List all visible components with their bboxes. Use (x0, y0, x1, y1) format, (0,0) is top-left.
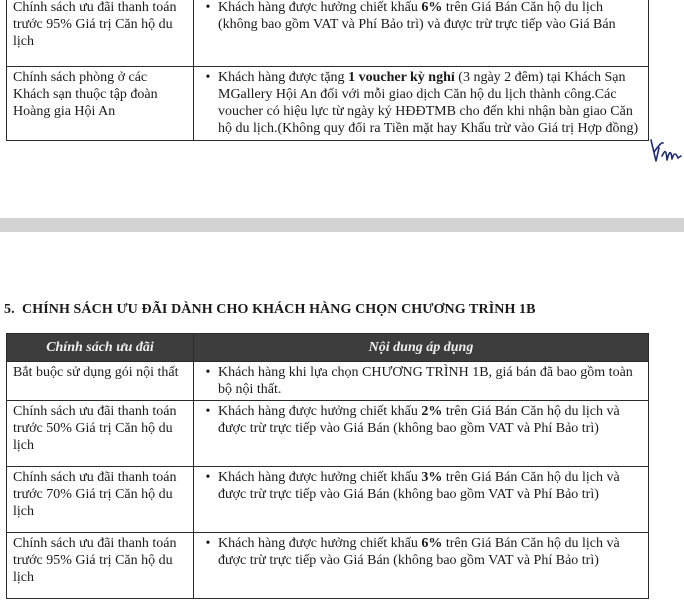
text-segment: (3 ngày 2 đêm) tại Khách Sạn MGallery Hội An đối với mỗi giao dịch Căn hộ du lịch thành công.Các voucher có hiệu lực từ ngày ký HĐĐTMB cho đến khi nhận bàn giao Căn hộ du lịch.(Không quy đổi ra Tiền mặt hay Khấu trừ vào Giá trị Hợp đồng) (218, 70, 639, 136)
bullet-text (218, 403, 642, 437)
bullet-text (218, 469, 642, 503)
policy-table-top (6, 0, 649, 141)
bullet-icon: • (205, 536, 211, 551)
table-header-row (7, 334, 649, 362)
table-row (7, 362, 649, 401)
bullet-item (198, 535, 642, 569)
text-segment: Khách hàng được hưởng chiết khấu (218, 536, 422, 551)
text-segment: Khách hàng được hưởng chiết khấu (218, 470, 422, 485)
bullet-icon: • (205, 470, 211, 485)
page-top (0, 0, 684, 218)
policy-name-cell: Bắt buộc sử dụng gói nội thất (7, 362, 194, 401)
text-segment: Khách hàng được hưởng chiết khấu (218, 404, 422, 419)
text-segment: Khách hàng được hưởng chiết khấu (218, 0, 422, 15)
bullet-text (218, 535, 642, 569)
page-separator (0, 218, 684, 232)
bullet-item (198, 69, 642, 137)
bullet-icon: • (205, 404, 211, 419)
policy-name-cell: Chính sách ưu đãi thanh toán trước 50% Giá trị Căn hộ du lịch (7, 401, 194, 467)
bullet-item (198, 0, 642, 33)
table-row (7, 401, 649, 467)
bullet-icon: • (205, 70, 211, 85)
policy-name-cell: Chính sách ưu đãi thanh toán trước 70% Giá trị Căn hộ du lịch (7, 467, 194, 533)
header-policy: Chính sách ưu đãi (7, 334, 194, 362)
table-row (7, 533, 649, 599)
policy-content-cell (194, 362, 649, 401)
bullet-text (218, 364, 642, 398)
bullet-item (198, 403, 642, 437)
section-heading (4, 302, 536, 318)
section-number: 5. (4, 302, 15, 317)
bullet-text (218, 69, 642, 137)
text-segment: trên Giá Bán Căn hộ du lịch và được trừ trực tiếp vào Giá Bán (không bao gồm VAT và Phí Bảo trì) (218, 470, 620, 502)
table-row (7, 467, 649, 533)
table-row (7, 67, 649, 141)
bullet-item (198, 469, 642, 503)
highlight-text: 6% (421, 536, 443, 551)
text-segment: trên Giá Bán Căn hộ du lịch (không bao gồm VAT và Phí Bảo trì) và được trừ trực tiếp vào Giá Bán (218, 0, 616, 32)
policy-name-cell: Chính sách phòng ở các Khách sạn thuộc tập đoàn Hoàng gia Hội An (7, 67, 194, 141)
text-segment: Khách hàng được tặng (218, 70, 349, 85)
text-segment: trên Giá Bán Căn hộ du lịch và được trừ trực tiếp vào Giá Bán (không bao gồm VAT và Phí Bảo trì) (218, 536, 620, 568)
bullet-icon: • (205, 365, 211, 380)
header-content: Nội dung áp dụng (194, 334, 649, 362)
policy-content-cell (194, 467, 649, 533)
policy-name-cell: Chính sách ưu đãi thanh toán trước 95% Giá trị Căn hộ du lịch (7, 0, 194, 67)
text-segment: Khách hàng khi lựa chọn CHƯƠNG TRÌNH 1B, giá bán đã bao gồm toàn bộ nội thất. (218, 365, 633, 397)
section-title: CHÍNH SÁCH ƯU ĐÃI DÀNH CHO KHÁCH HÀNG CHỌN CHƯƠNG TRÌNH 1B (22, 302, 536, 317)
highlight-text: 6% (421, 0, 443, 15)
table-row (7, 0, 649, 67)
bullet-text (218, 0, 642, 33)
policy-content-cell (194, 67, 649, 141)
policy-table-1b (6, 333, 649, 599)
policy-content-cell (194, 533, 649, 599)
page-bottom (0, 232, 684, 606)
highlight-text: 2% (421, 404, 443, 419)
highlight-text: 1 voucher kỳ nghỉ (348, 70, 455, 85)
policy-name-cell: Chính sách ưu đãi thanh toán trước 95% Giá trị Căn hộ du lịch (7, 533, 194, 599)
policy-content-cell (194, 401, 649, 467)
bullet-icon: • (205, 0, 211, 15)
handwritten-signature-icon (648, 134, 682, 168)
highlight-text: 3% (421, 470, 443, 485)
text-segment: trên Giá Bán Căn hộ du lịch và được trừ trực tiếp vào Giá Bán (không bao gồm VAT và Phí Bảo trì) (218, 404, 620, 436)
bullet-item (198, 364, 642, 398)
policy-content-cell (194, 0, 649, 67)
